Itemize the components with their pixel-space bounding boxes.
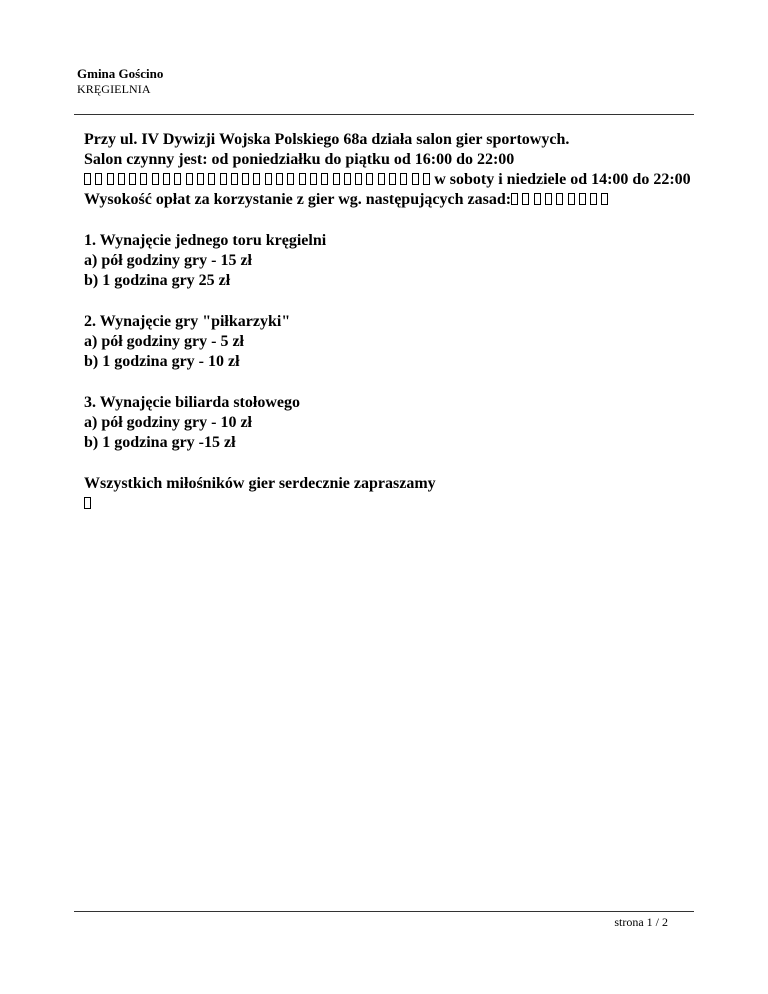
missing-glyph-box: [366, 173, 373, 185]
closing-invitation: Wszystkich miłośników gier serdecznie zapraszamy: [84, 475, 436, 492]
missing-glyph-box: [423, 173, 430, 185]
missing-glyph-box: [601, 193, 608, 205]
missing-glyph-boxes: [84, 171, 434, 188]
missing-glyph-box: [186, 173, 193, 185]
weekend-hours-text: w soboty i niedziele od 14:00 do 22:00: [434, 171, 691, 188]
header-divider: [74, 114, 694, 115]
missing-glyph-box: [333, 173, 340, 185]
missing-glyph-box: [129, 173, 136, 185]
missing-glyph-boxes: [84, 495, 95, 512]
missing-glyph-box: [174, 173, 181, 185]
missing-glyph-box: [355, 173, 362, 185]
document-header: [77, 66, 163, 97]
intro-location: Przy ul. IV Dywizji Wojska Polskiego 68a działa salon gier sportowych.: [84, 131, 570, 148]
missing-glyph-box: [534, 193, 541, 205]
missing-glyph-box: [220, 173, 227, 185]
item1-option-a: a) pół godziny gry - 15 zł: [84, 252, 252, 269]
missing-glyph-box: [140, 173, 147, 185]
fees-text: Wysokość opłat za korzystanie z gier wg. następujących zasad:: [84, 191, 512, 208]
missing-glyph-box: [378, 173, 385, 185]
missing-glyph-box: [84, 173, 91, 185]
item3-option-a: a) pół godziny gry - 10 zł: [84, 414, 252, 431]
missing-glyph-box: [84, 497, 91, 509]
missing-glyph-box: [310, 173, 317, 185]
missing-glyph-box: [118, 173, 125, 185]
intro-fees: [84, 190, 734, 210]
intro-weekend-hours: [84, 170, 734, 190]
missing-glyph-box: [95, 173, 102, 185]
missing-glyph-box: [287, 173, 294, 185]
item2-option-b: b) 1 godzina gry - 10 zł: [84, 353, 240, 370]
missing-glyph-box: [299, 173, 306, 185]
missing-glyph-box: [590, 193, 597, 205]
missing-glyph-box: [412, 173, 419, 185]
missing-glyph-box: [556, 193, 563, 205]
missing-glyph-box: [522, 193, 529, 205]
missing-glyph-box: [579, 193, 586, 205]
missing-glyph-box: [253, 173, 260, 185]
item1-title: 1. Wynajęcie jednego toru kręgielni: [84, 232, 327, 249]
missing-glyph-box: [163, 173, 170, 185]
item1-option-b: b) 1 godzina gry 25 zł: [84, 272, 231, 289]
missing-glyph-box: [511, 193, 518, 205]
missing-glyph-box: [545, 193, 552, 205]
page-number: strona 1 / 2: [614, 915, 668, 929]
missing-glyph-box: [321, 173, 328, 185]
missing-glyph-box: [344, 173, 351, 185]
missing-glyph-box: [242, 173, 249, 185]
intro-weekday-hours: Salon czynny jest: od poniedziałku do piątku od 16:00 do 22:00: [84, 151, 515, 168]
item2-option-a: a) pół godziny gry - 5 zł: [84, 333, 244, 350]
item3-title: 3. Wynajęcie biliarda stołowego: [84, 394, 300, 411]
missing-glyph-box: [107, 173, 114, 185]
missing-glyph-box: [152, 173, 159, 185]
missing-glyph-box: [389, 173, 396, 185]
footer-divider: [74, 911, 694, 912]
missing-glyph-box: [400, 173, 407, 185]
missing-glyph-box: [208, 173, 215, 185]
section-title: KRĘGIELNIA: [77, 82, 151, 96]
missing-glyph-boxes: [511, 191, 613, 208]
missing-glyph-box: [197, 173, 204, 185]
organization-name: Gmina Gościno: [77, 66, 164, 81]
missing-glyph-box: [276, 173, 283, 185]
item2-title: 2. Wynajęcie gry "piłkarzyki": [84, 313, 291, 330]
missing-glyph-box: [265, 173, 272, 185]
trailing-glyph: [84, 494, 734, 514]
document-body: [84, 130, 734, 514]
item3-option-b: b) 1 godzina gry -15 zł: [84, 434, 236, 451]
missing-glyph-box: [568, 193, 575, 205]
missing-glyph-box: [231, 173, 238, 185]
